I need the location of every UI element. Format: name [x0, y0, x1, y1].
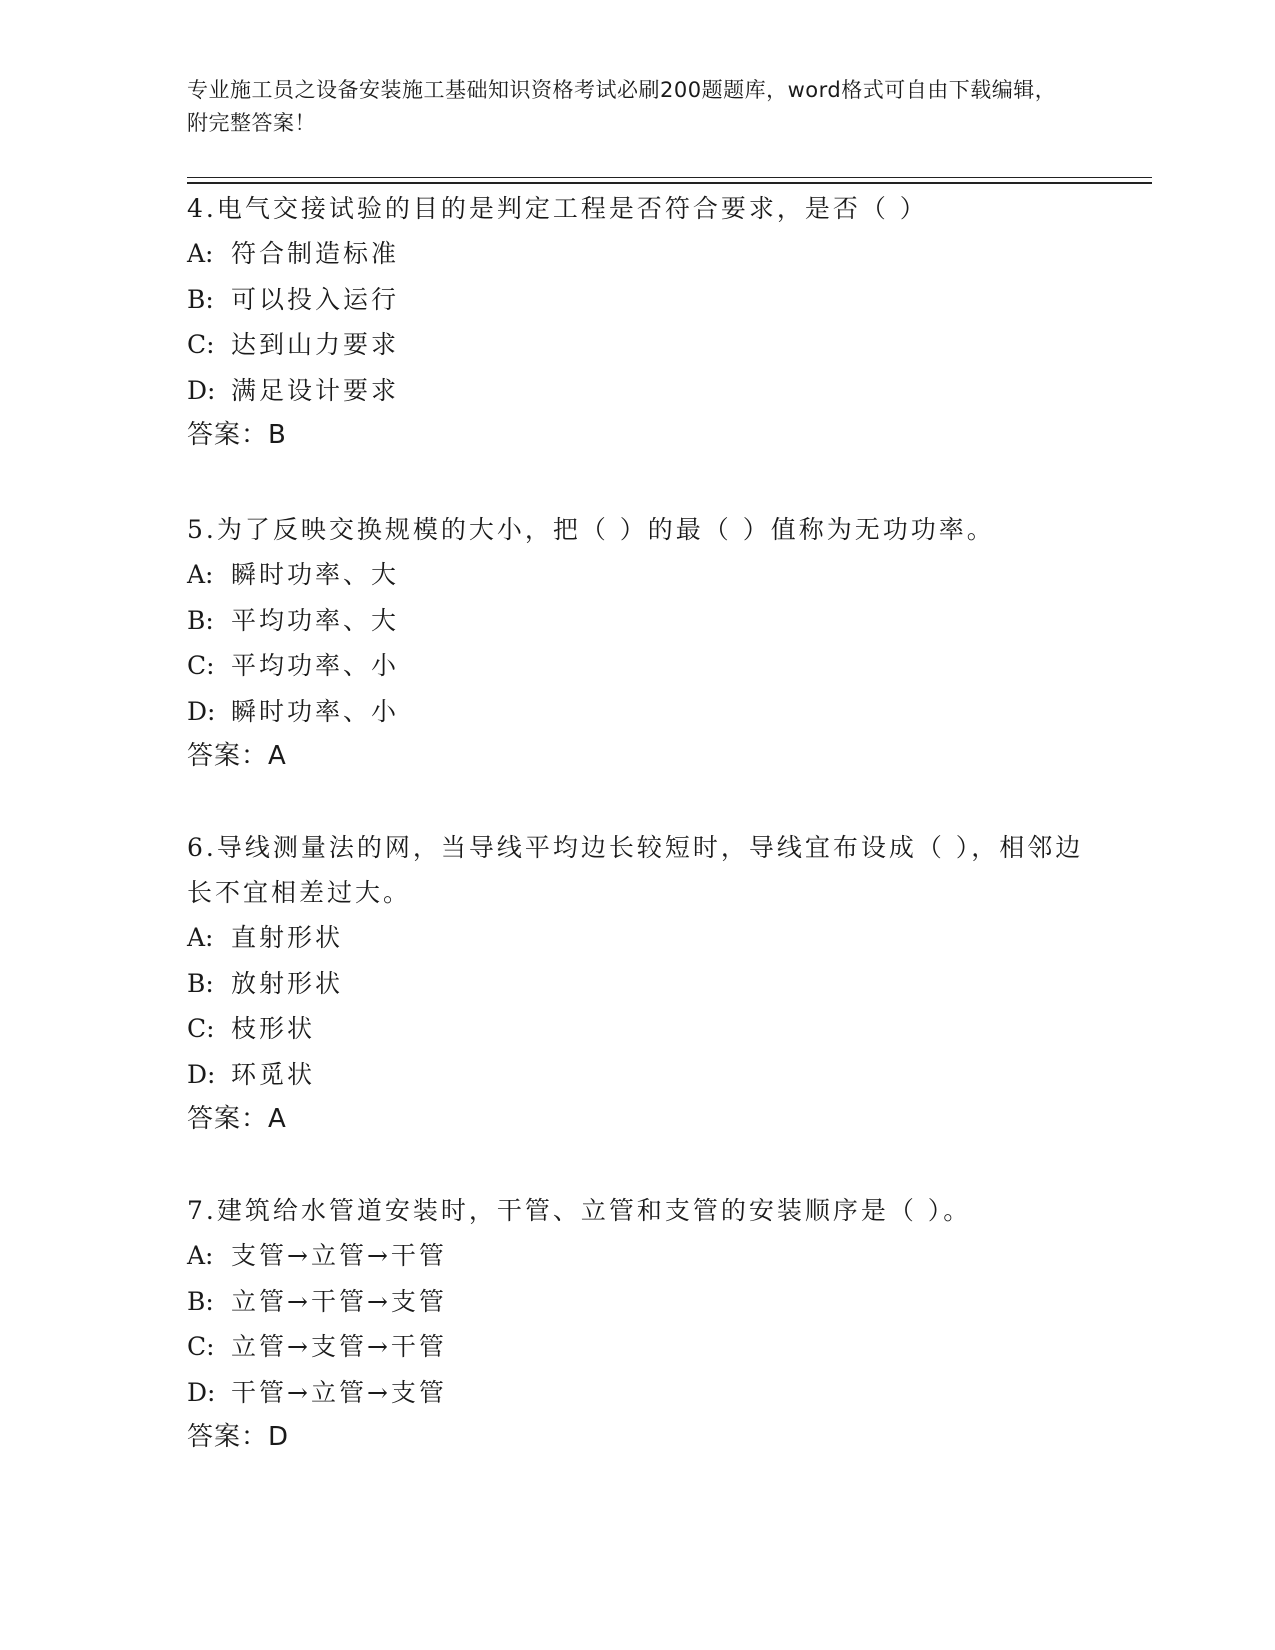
option-a — [187, 231, 1087, 277]
option-letter: C: — [187, 651, 215, 680]
option-letter: B: — [187, 968, 214, 998]
option-a — [187, 1233, 1087, 1279]
header-divider-thick — [187, 182, 1152, 184]
option-text: 平均功率、大 — [231, 605, 400, 635]
option-letter: B: — [187, 284, 214, 314]
option-letter: C: — [187, 1014, 215, 1043]
question-text: 7.建筑给水管道安装时，干管、立管和支管的安装顺序是（ ）。 — [187, 1196, 972, 1225]
option-text: 环觅状 — [231, 1059, 316, 1089]
option-b — [187, 1279, 1087, 1325]
question-text: 4.电气交接试验的目的是判定工程是否符合要求，是否（ ） — [187, 194, 928, 223]
option-text: 满足设计要求 — [231, 375, 400, 405]
option-text: 达到山力要求 — [231, 330, 400, 359]
question-text: 5.为了反映交换规模的大小，把（ ）的最（ ）值称为无功功率。 — [187, 515, 995, 544]
option-c — [187, 643, 1087, 689]
option-letter: B: — [187, 1286, 214, 1316]
option-text: 干管→立管→支管 — [231, 1377, 447, 1407]
option-d — [187, 1052, 1087, 1098]
option-text: 放射形状 — [231, 968, 344, 998]
question-6 — [187, 825, 1087, 1142]
option-d — [187, 689, 1087, 735]
question-7 — [187, 1188, 1087, 1460]
option-text: 平均功率、小 — [231, 651, 400, 680]
option-letter: B: — [187, 605, 214, 635]
option-c — [187, 1006, 1087, 1052]
answer-line: 答案：A — [187, 1104, 287, 1134]
option-text: 可以投入运行 — [231, 284, 400, 314]
option-c — [187, 1324, 1087, 1370]
option-d — [187, 368, 1087, 414]
option-letter: D: — [187, 1059, 216, 1089]
option-text: 瞬时功率、大 — [231, 560, 400, 589]
option-letter: D: — [187, 375, 216, 405]
option-letter: C: — [187, 330, 215, 359]
option-d — [187, 1370, 1087, 1416]
option-letter: D: — [187, 696, 216, 726]
answer-line: 答案：A — [187, 741, 287, 771]
answer-line: 答案：D — [187, 1422, 290, 1452]
option-text: 枝形状 — [231, 1014, 316, 1043]
question-4 — [187, 186, 1087, 458]
question-5 — [187, 507, 1087, 779]
option-b — [187, 598, 1087, 644]
option-text: 符合制造标准 — [231, 239, 400, 268]
option-letter: D: — [187, 1377, 216, 1407]
document-header: 专业施工员之设备安装施工基础知识资格考试必刷200题题库，word格式可自由下载编辑，附完整答案！ — [187, 78, 1057, 135]
option-text: 支管→立管→干管 — [231, 1241, 447, 1270]
header-divider-thin — [187, 177, 1152, 178]
option-letter: A: — [187, 923, 214, 952]
option-text: 瞬时功率、小 — [231, 696, 400, 726]
option-b — [187, 277, 1087, 323]
option-c — [187, 322, 1087, 368]
option-text: 立管→干管→支管 — [231, 1286, 447, 1316]
option-a — [187, 552, 1087, 598]
option-text: 立管→支管→干管 — [231, 1332, 447, 1361]
option-text: 直射形状 — [231, 923, 344, 952]
option-letter: A: — [187, 239, 214, 268]
option-letter: C: — [187, 1332, 215, 1361]
option-a — [187, 915, 1087, 961]
option-letter: A: — [187, 560, 214, 589]
option-letter: A: — [187, 1241, 214, 1270]
option-b — [187, 961, 1087, 1007]
question-text: 6.导线测量法的网，当导线平均边长较短时，导线宜布设成（ ），相邻边长不宜相差过大。 — [187, 833, 1084, 907]
answer-line: 答案：B — [187, 420, 287, 450]
